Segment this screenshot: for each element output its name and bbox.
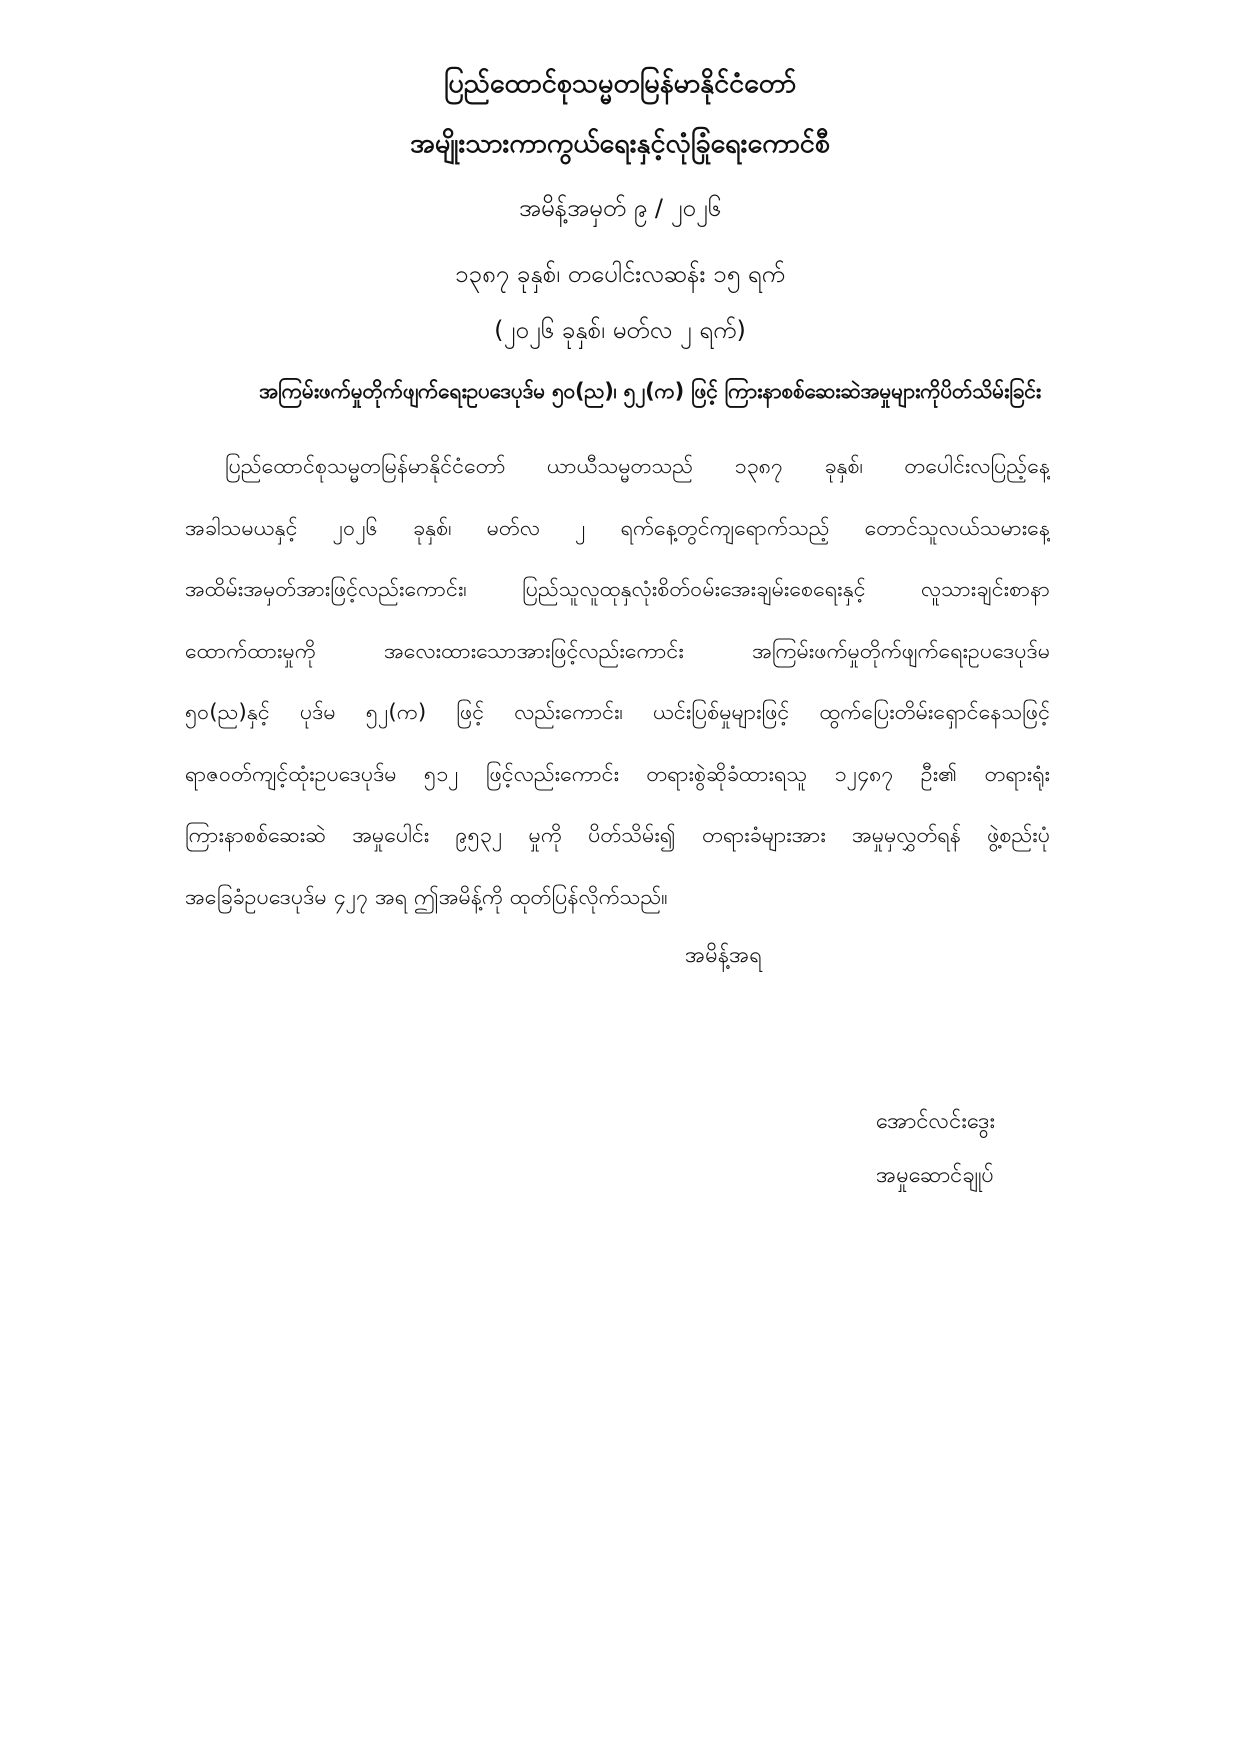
state-name-title: ပြည်ထောင်စုသမ္မတမြန်မာနိုင်ငံတော် xyxy=(443,68,797,99)
myanmar-calendar-date: ၁၃၈၇ ခုနှစ်၊ တပေါင်းလဆန်း ၁၅ ရက် xyxy=(454,260,786,288)
order-subject: အကြမ်းဖက်မှုတိုက်ဖျက်ရေးဥပဒေပုဒ်မ ၅၀(ည)၊ ၅၂(က) ဖြင့် ကြားနာစစ်ဆေးဆဲအမှုများကိုပိတ်သိမ်းခြင်း xyxy=(259,379,1041,403)
gregorian-date: (၂၀၂၆ ခုနှစ်၊ မတ်လ ၂ ရက်) xyxy=(494,316,746,344)
by-order-closing: အမိန့်အရ xyxy=(685,943,762,968)
body-line: ရာဇဝတ်ကျင့်ထုံးဥပဒေပုဒ်မ ၅၁၂ ဖြင့်လည်းကောင်း တရားစွဲဆိုခံထားရသူ ၁၂၄၈၇ ဦး၏ တရားရုံး xyxy=(185,761,1050,787)
body-line: အထိမ်းအမှတ်အားဖြင့်လည်းကောင်း၊ ပြည်သူလူထုနှလုံးစိတ်ဝမ်းအေးချမ်းစေရေးနှင့် လူသားချင်းစာနာ xyxy=(185,577,1050,602)
body-line: ၅၀(ည)နှင့် ပုဒ်မ ၅၂(က) ဖြင့် လည်းကောင်း၊ ယင်းပြစ်မှုများဖြင့် ထွက်ပြေးတိမ်းရှောင်နေသဖြင့် xyxy=(185,700,1050,725)
signatory-name: အောင်လင်းဒွေး xyxy=(876,1109,996,1134)
signatory-title: အမှုဆောင်ချုပ် xyxy=(876,1163,994,1188)
body-line: အခြေခံဥပဒေပုဒ်မ ၄၂၇ အရ ဤအမိန့်ကို ထုတ်ပြန်လိုက်သည်။ xyxy=(185,884,668,910)
council-name-title: အမျိုးသားကာကွယ်ရေးနှင့်လုံခြုံရေးကောင်စီ xyxy=(410,128,830,159)
order-body xyxy=(185,436,1050,928)
body-line: အခါသမယနှင့် ၂၀၂၆ ခုနှစ်၊ မတ်လ ၂ ရက်နေ့တွင်ကျရောက်သည့် တောင်သူလယ်သမားနေ့ xyxy=(185,515,1050,541)
body-line: ထောက်ထားမှုကို အလေးထားသောအားဖြင့်လည်းကောင်း အကြမ်းဖက်မှုတိုက်ဖျက်ရေးဥပဒေပုဒ်မ xyxy=(185,638,1050,664)
body-line: ပြည်ထောင်စုသမ္မတမြန်မာနိုင်ငံတော် ယာယီသမ္မတသည် ၁၃၈၇ ခုနှစ်၊ တပေါင်းလပြည့်နေ့ xyxy=(225,454,1050,479)
body-line: ကြားနာစစ်ဆေးဆဲ အမှုပေါင်း ၉၅၃၂ မှုကို ပိတ်သိမ်း၍ တရားခံများအား အမှုမှလွှတ်ရန် ဖွဲ့စည်းပုံ xyxy=(185,823,1050,848)
order-number: အမိန့်အမှတ် ၉ / ၂၀၂၆ xyxy=(518,194,722,222)
